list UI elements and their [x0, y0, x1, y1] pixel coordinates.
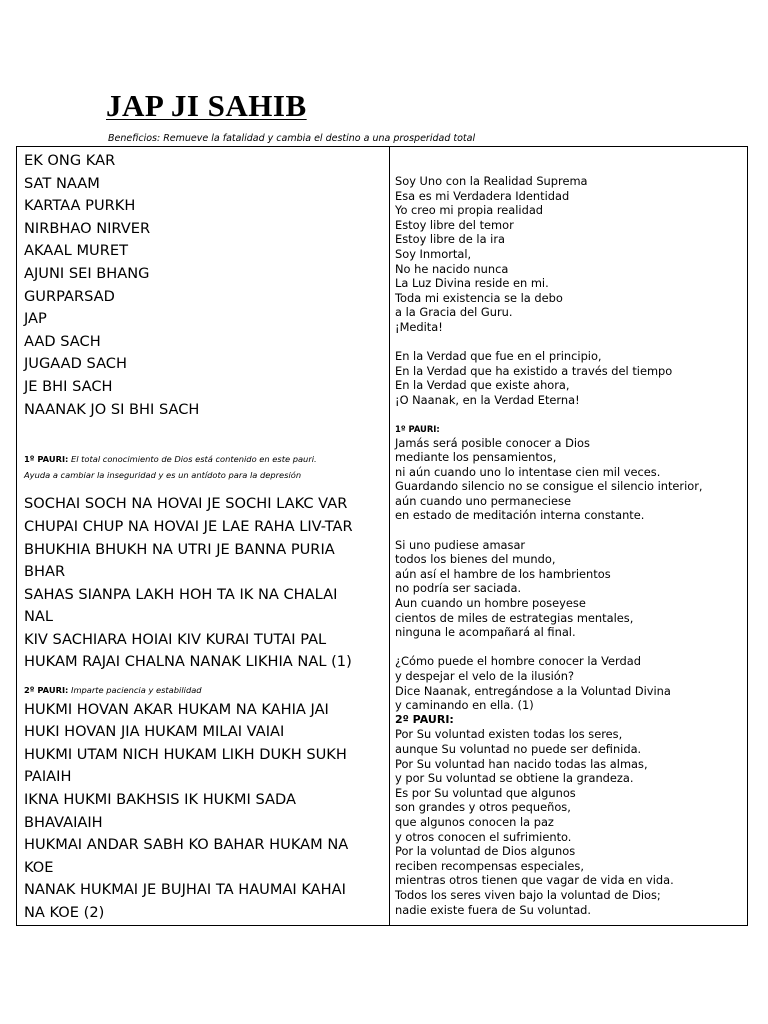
translation-line: mientras otros tienen que vagar de vida en vida.: [395, 873, 674, 888]
translation-line: en estado de meditación interna constante.: [395, 508, 645, 523]
mantra-line: JAP: [24, 310, 47, 328]
mantra-line: SAT NAAM: [24, 174, 100, 192]
column-divider: [389, 147, 390, 925]
verse-line: SAHAS SIANPA LAKH HOH TA IK NA CHALAI: [24, 585, 338, 603]
translation-line: ¡O Naanak, en la Verdad Eterna!: [395, 392, 580, 407]
content-table: [16, 146, 748, 926]
translation-block-truth: [395, 349, 745, 407]
translation-line: Guardando silencio no se consigue el silencio interior,: [395, 479, 703, 494]
translation-line: En la Verdad que existe ahora,: [395, 378, 570, 393]
verse-line: NAL: [24, 608, 54, 626]
pauri-2-label: 2º PAURI:: [24, 685, 69, 696]
translation-line: Dice Naanak, entregándose a la Voluntad Divina: [395, 683, 671, 698]
verse-line: KOE: [24, 858, 54, 876]
verse-line: SOCHAI SOCH NA HOVAI JE SOCHI LAKC VAR: [24, 495, 348, 513]
pauri-2-heading: [24, 683, 384, 699]
translation-line: y por Su voluntad se obtiene la grandeza.: [395, 771, 634, 786]
verse-line: IKNA HUKMI BAKHSIS IK HUKMI SADA: [24, 791, 296, 809]
translation-line: Toda mi existencia se la debo: [395, 290, 563, 305]
translation-block-pauri-1a: [395, 436, 745, 524]
pauri-2-description: Imparte paciencia y estabilidad: [68, 685, 202, 696]
pauri-1-description: El total conocimiento de Dios está contenido en este pauri.: [68, 454, 317, 465]
translation-line: aunque Su voluntad no puede ser definida.: [395, 741, 642, 756]
translation-block-mantra: [395, 174, 745, 335]
translation-line: son grandes y otros pequeños,: [395, 800, 571, 815]
translation-line: que algunos conocen la paz: [395, 814, 554, 829]
translation-line: reciben recompensas especiales,: [395, 858, 584, 873]
translation-line: y caminando en ella. (1): [395, 698, 534, 713]
translation-pauri-2-heading: 2º PAURI:: [395, 712, 454, 726]
translation-line: Aun cuando un hombre poseyese: [395, 596, 586, 611]
mantra-line: AAD SACH: [24, 332, 101, 350]
mantra-line: NIRBHAO NIRVER: [24, 219, 151, 237]
translation-line: y otros conocen el sufrimiento.: [395, 829, 572, 844]
translation-line: En la Verdad que ha existido a través del tiempo: [395, 363, 673, 378]
mantra-line: AJUNI SEI BHANG: [24, 264, 150, 282]
verse-line: HUKAM RAJAI CHALNA NANAK LIKHIA NAL (1): [24, 653, 352, 671]
translation-line: Si uno pudiese amasar: [395, 537, 526, 552]
transliteration-column: [24, 150, 384, 925]
mantra-line: JE BHI SACH: [24, 377, 113, 395]
mantra-line: EK ONG KAR: [24, 152, 116, 169]
verse-line: HUKMI UTAM NICH HUKAM LIKH DUKH SUKH: [24, 745, 347, 763]
translation-pauri-1-heading: 1º PAURI:: [395, 423, 440, 434]
translation-line: todos los bienes del mundo,: [395, 552, 556, 567]
translation-line: No he nacido nunca: [395, 261, 509, 276]
translation-line: Soy Uno con la Realidad Suprema: [395, 174, 588, 188]
verse-line: NA KOE (2): [24, 904, 105, 921]
verse-line: HUKMI HOVAN AKAR HUKAM NA KAHIA JAI: [24, 700, 329, 718]
translation-line: Yo creo mi propia realidad: [395, 203, 544, 218]
pauri-1-description-line2: Ayuda a cambiar la inseguridad y es un antídoto para la depresión: [24, 469, 302, 480]
mantra-line: JUGAAD SACH: [24, 355, 127, 373]
translation-line: Soy Inmortal,: [395, 246, 472, 261]
translation-line: Estoy libre de la ira: [395, 232, 506, 247]
mantra-line: NAANAK JO SI BHI SACH: [24, 400, 200, 418]
translation-line: y despejar el velo de la ilusión?: [395, 669, 575, 683]
page-title: JAP JI SAHIB: [106, 88, 307, 123]
verse-line: PAIAIH: [24, 768, 72, 786]
translation-block-pauri-1c: [395, 654, 745, 712]
translation-block-pauri-1b: [395, 538, 745, 640]
translation-line: Jamás será posible conocer a Dios: [395, 435, 590, 450]
mool-mantra: [24, 150, 384, 421]
mantra-line: GURPARSAD: [24, 287, 115, 305]
pauri-1-description-cont: [24, 468, 384, 484]
translation-line: no podría ser saciada.: [395, 581, 522, 596]
verse-line: BHUKHIA BHUKH NA UTRI JE BANNA PURIA: [24, 540, 335, 558]
verse-line: HUKMAI ANDAR SABH KO BAHAR HUKAM NA: [24, 836, 349, 854]
translation-line: Es por Su voluntad que algunos: [395, 785, 576, 800]
benefits-subtitle: Beneficios: Remueve la fatalidad y cambia el destino a una prosperidad total: [108, 133, 476, 144]
pauri-1-verse: [24, 493, 384, 674]
pauri-2-verse: [24, 699, 384, 925]
verse-line: HUKI HOVAN JIA HUKAM MILAI VAIAI: [24, 723, 285, 741]
translation-line: aún así el hambre de los hambrientos: [395, 566, 611, 581]
translation-line: nadie existe fuera de Su voluntad.: [395, 902, 592, 917]
translation-line: Por la voluntad de Dios algunos: [395, 844, 576, 859]
translation-line: aún cuando uno permaneciese: [395, 493, 571, 508]
verse-line: KIV SACHIARA HOIAI KIV KURAI TUTAI PAL: [24, 630, 327, 648]
translation-line: a la Gracia del Guru.: [395, 305, 513, 320]
translation-line: Por Su voluntad han nacido todas las almas,: [395, 756, 648, 771]
translation-column: [395, 174, 745, 917]
translation-line: ¡Medita!: [395, 319, 443, 334]
mantra-line: KARTAA PURKH: [24, 197, 136, 215]
translation-line: Estoy libre del temor: [395, 217, 514, 232]
translation-line: ninguna le acompañará al final.: [395, 625, 576, 640]
verse-line: NANAK HUKMAI JE BUJHAI TA HAUMAI KAHAI: [24, 881, 346, 899]
translation-line: Todos los seres viven bajo la voluntad de Dios;: [395, 887, 661, 902]
translation-block-pauri-2: [395, 727, 745, 917]
translation-line: Esa es mi Verdadera Identidad: [395, 188, 570, 203]
translation-line: La Luz Divina reside en mi.: [395, 276, 549, 291]
translation-line: ni aún cuando uno lo intentase cien mil veces.: [395, 464, 661, 479]
pauri-1-label: 1º PAURI:: [24, 454, 69, 465]
verse-line: CHUPAI CHUP NA HOVAI JE LAE RAHA LIV-TAR: [24, 517, 353, 535]
verse-line: BHAR: [24, 563, 66, 581]
verse-line: BHAVAIAIH: [24, 813, 103, 831]
translation-line: En la Verdad que fue en el principio,: [395, 349, 602, 364]
pauri-1-heading: [24, 452, 384, 468]
mantra-line: AKAAL MURET: [24, 242, 128, 260]
translation-line: Por Su voluntad existen todas los seres,: [395, 727, 623, 742]
translation-line: ¿Cómo puede el hombre conocer la Verdad: [395, 654, 641, 669]
translation-line: cientos de miles de estrategias mentales,: [395, 610, 634, 625]
translation-line: mediante los pensamientos,: [395, 450, 557, 465]
